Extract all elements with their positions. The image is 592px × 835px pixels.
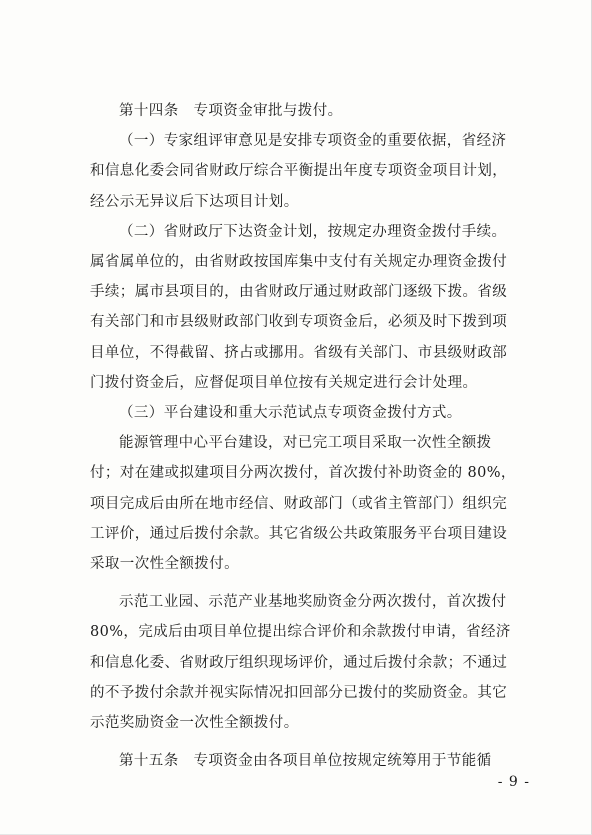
paragraph-article-15: 第十五条 专项资金由各项目单位按规定统筹用于节能循 (119, 753, 492, 770)
page-number: - 9 - (497, 774, 530, 790)
paragraph-clause-3-title: （三）平台建设和重大示范试点专项资金拨付方式。 (119, 405, 462, 422)
paragraph-clause-1: （一）专家组评审意见是安排专项资金的重要依据，省经济 和信息化委会同省财政厅综合平衡提出年度专项资金项目计划， 经公示无异议后下达项目计划。 (90, 133, 508, 210)
paragraph-article-14-title: 第十四条 专项资金审批与拨付。 (119, 103, 343, 119)
paragraph-clause-2: （二）省财政厅下达资金计划，按规定办理资金拨付手续。 属省属单位的，由省财政按国库集中支付有关规定办理资金拨付 手续；属市县项目的，由省财政厅通过财政部门逐级下拨。省级 有关部门和市县级财政部门收到专项资金后，必须及时下拨到项 目单位，不得截留、挤占或挪用。省级有关部门、市县级财政部 门拨付资金后，应督促项目单位按有关规定进行会计处理。 (90, 223, 508, 391)
paragraph-demo-park: 示范工业园、示范产业基地奖励资金分两次拨付，首次拨付 80%，完成后由项目单位提出综合评价和余款拨付申请，省经济 和信息化委、省财政厅组织现场评价，通过后拨付余款；不通过 的不予拨付余款并视实际情况扣回部分已拨付的奖励资金。其它 示范奖励资金一次性全额拨付。 (90, 594, 511, 732)
document-body (90, 96, 560, 776)
paragraph-energy-platform: 能源管理中心平台建设，对已完工项目采取一次性全额拨 付；对在建或拟建项目分两次拨付，首次拨付补助资金的 80%， 项目完成后由所在地市经信、财政部门（或省主管部门）组织完 工评价，通过后拨付余款。其它省级公共政策服务平台项目建设 采取一次性全额拨付。 (90, 435, 516, 573)
